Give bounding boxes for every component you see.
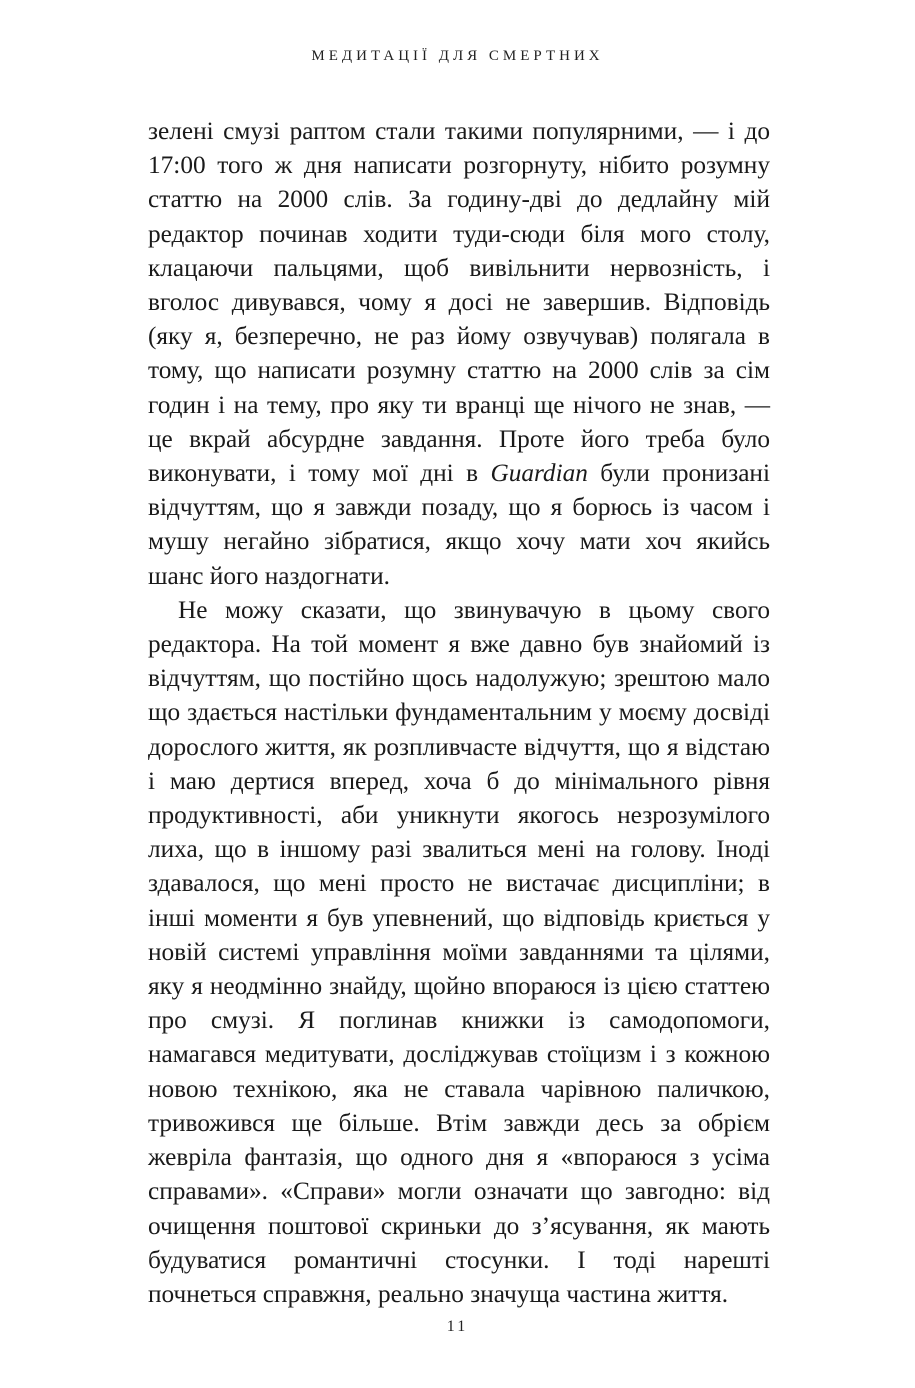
page-number: 11 [446, 1318, 469, 1335]
paragraph-1-text-start: зелені смузі раптом стали такими популярними, — і до 17:00 того ж дня написати розгорнуту, нібито розумну статтю на 2000 слів. За годину-дві до дедлайну мій редактор починав ходити туди-сюди біля мого столу, клацаючи пальцями, щоб вивільнити нервозність, і вголос дивувався, чому я досі не завершив. Відповідь (яку я, безперечно, не раз йому озвучував) полягала в тому, що написати розумну статтю на 2000 слів за сім годин і на тему, про яку ти вранці ще нічого не знав, — це вкрай абсурдне завдання. Проте його треба було виконувати, і тому мої дні в [148, 117, 770, 488]
paragraph-1 [148, 114, 770, 593]
paragraph-2: Не можу сказати, що звинувачую в цьому свого редактора. На той момент я вже давно був знайомий із відчуттям, що постійно щось надолужую; зрештою мало що здається настільки фундаментальним у моєму досвіді дорослого життя, як розпливчасте відчуття, що я відстаю і маю дертися вперед, хоча б до мінімального рівня продуктивності, аби уникнути якогось незрозумілого лиха, що в іншому разі звалиться мені на голову. Іноді здавалося, що мені просто не вистачає дисципліни; в інші моменти я був упевнений, що відповідь криється у новій системі управління моїми завданнями та цілями, яку я неодмінно знайду, щойно впораюся із цією статтею про смузі. Я поглинав книжки із самодопомоги, намагався медитувати, досліджував стоїцизм і з кожною новою технікою, яка не ставала чарівною паличкою, тривожився ще більше. Втім завжди десь за обрієм жевріла фантазія, що одного дня я «впораюся з усіма справами». «Справи» могли означати що завгодно: від очищення поштової скриньки до з’ясування, як мають будуватися романтичні стосунки. І тоді нарешті почнеться справжня, реально значуща частина життя. [148, 595, 770, 1308]
running-head-title: МЕДИТАЦІЇ ДЛЯ СМЕРТНИХ [311, 48, 604, 64]
body-text [148, 114, 770, 1311]
paragraph-1-text-end: були пронизані відчуттям, що я завжди позаду, що я борюсь із часом і мушу негайно зібратися, якщо хочу мати хоч якийсь шанс його наздогнати. [148, 459, 771, 590]
paragraph-1-italic-title: Guardian [490, 459, 588, 488]
